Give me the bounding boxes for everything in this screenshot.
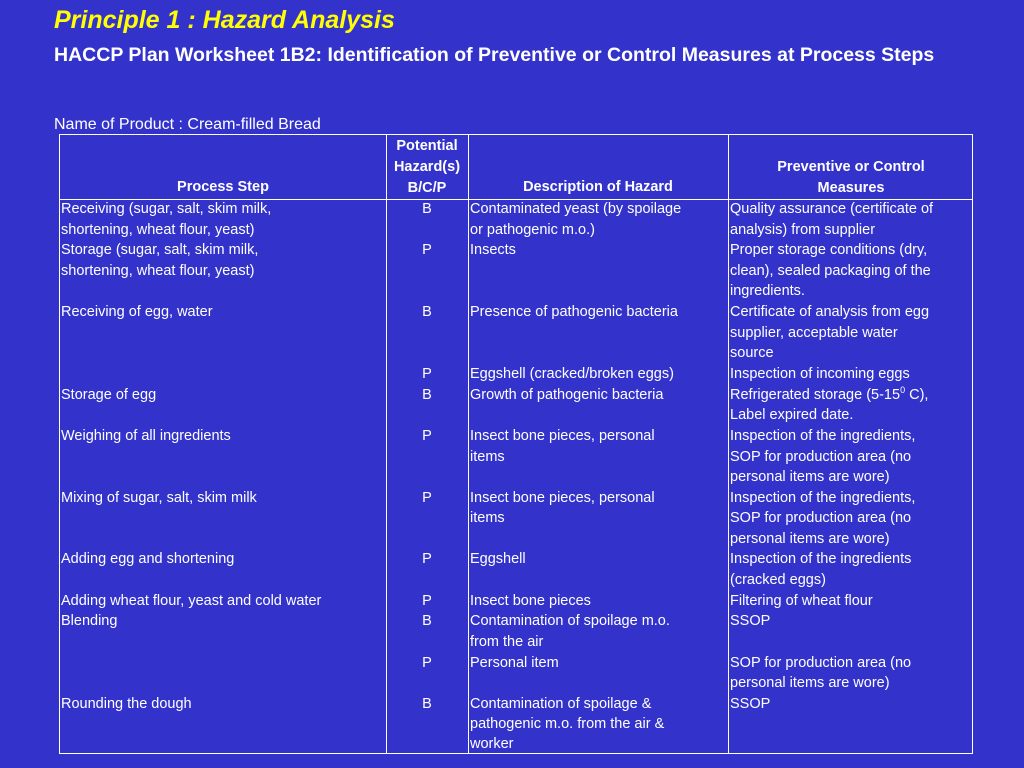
control-measure-text: Refrigerated storage (5-15: [730, 387, 901, 403]
control-measure: supplier, acceptable water: [730, 325, 898, 341]
column-divider: [468, 135, 469, 753]
process-step: Receiving of egg, water: [61, 304, 213, 320]
hazard-type: P: [422, 655, 432, 671]
process-step: Blending: [61, 613, 118, 629]
hazard-description: Insect bone pieces: [470, 593, 591, 609]
hazard-description: Insect bone pieces, personal: [470, 490, 655, 506]
header-hazard: [386, 136, 468, 199]
slide-title: Principle 1 : Hazard Analysis: [54, 6, 395, 34]
hazard-description: Presence of pathogenic bacteria: [470, 304, 678, 320]
slide-subtitle: HACCP Plan Worksheet 1B2: Identification of Preventive or Control Measures at Process Steps: [54, 44, 935, 66]
process-step: Mixing of sugar, salt, skim milk: [61, 490, 257, 506]
process-step: Storage of egg: [61, 387, 157, 403]
control-measure: ingredients.: [730, 283, 805, 299]
hazard-description: Contamination of spoilage &: [470, 696, 652, 712]
control-measure: Proper storage conditions (dry,: [730, 242, 928, 258]
hazard-description: Personal item: [470, 655, 559, 671]
product-name: Name of Product : Cream-filled Bread: [54, 116, 321, 133]
hazard-type: P: [422, 490, 432, 506]
control-measure-text: C),: [905, 387, 929, 403]
control-measure: personal items are wore): [730, 531, 890, 547]
header-measures-line: Preventive or Control: [777, 159, 925, 175]
control-measure: SOP for production area (no: [730, 449, 912, 465]
control-measure: clean), sealed packaging of the: [730, 263, 931, 279]
hazard-description: items: [470, 449, 505, 465]
control-measure: Quality assurance (certificate of: [730, 201, 934, 217]
control-measure: Label expired date.: [730, 407, 854, 423]
hazard-description: Growth of pathogenic bacteria: [470, 387, 664, 403]
hazard-description: or pathogenic m.o.): [470, 222, 595, 238]
hazard-type: P: [422, 242, 432, 258]
control-measure: source: [730, 345, 774, 361]
hazard-description: Contaminated yeast (by spoilage: [470, 201, 682, 217]
header-hazard-line: Potential: [396, 138, 458, 154]
hazard-type: P: [422, 428, 432, 444]
hazard-type: B: [422, 201, 432, 217]
hazard-description: pathogenic m.o. from the air &: [470, 716, 665, 732]
hazard-type: P: [422, 366, 432, 382]
control-measure: personal items are wore): [730, 469, 890, 485]
process-step: Adding wheat flour, yeast and cold water: [61, 593, 322, 609]
control-measure: Inspection of the ingredients: [730, 551, 912, 567]
hazard-description: items: [470, 510, 505, 526]
hazard-description: Eggshell: [470, 551, 526, 567]
process-step: shortening, wheat flour, yeast): [61, 222, 255, 238]
hazard-description: Eggshell (cracked/broken eggs): [470, 366, 674, 382]
process-step: shortening, wheat flour, yeast): [61, 263, 255, 279]
column-divider: [728, 135, 729, 753]
process-step: Rounding the dough: [61, 696, 192, 712]
control-measure: [730, 385, 928, 406]
process-step: Storage (sugar, salt, skim milk,: [61, 242, 259, 258]
control-measure: Inspection of incoming eggs: [730, 366, 910, 382]
header-hazard-line: B/C/P: [407, 180, 447, 196]
control-measure: SSOP: [730, 613, 771, 629]
header-measures-line: Measures: [817, 180, 885, 196]
control-measure: Certificate of analysis from egg: [730, 304, 930, 320]
hazard-description: from the air: [470, 634, 544, 650]
hazard-type: B: [422, 304, 432, 320]
control-measure: (cracked eggs): [730, 572, 826, 588]
control-measure: SOP for production area (no: [730, 655, 912, 671]
control-measure: Inspection of the ingredients,: [730, 428, 916, 444]
header-description: Description of Hazard: [523, 179, 673, 195]
process-step: Weighing of all ingredients: [61, 428, 231, 444]
control-measure: SSOP: [730, 696, 771, 712]
hazard-type: B: [422, 696, 432, 712]
hazard-type: P: [422, 593, 432, 609]
control-measure: personal items are wore): [730, 675, 890, 691]
hazard-description: Insects: [470, 242, 516, 258]
hazard-description: worker: [470, 736, 514, 752]
process-step: Adding egg and shortening: [61, 551, 235, 567]
control-measure: analysis) from supplier: [730, 222, 876, 238]
control-measure: Inspection of the ingredients,: [730, 490, 916, 506]
degree-superscript: 0: [900, 385, 906, 396]
hazard-type: B: [422, 387, 432, 403]
control-measure: Filtering of wheat flour: [730, 593, 873, 609]
process-step: Receiving (sugar, salt, skim milk,: [61, 201, 272, 217]
haccp-table: [59, 134, 973, 754]
header-hazard-line: Hazard(s): [393, 159, 461, 175]
hazard-type: P: [422, 551, 432, 567]
header-process-step: Process Step: [177, 179, 269, 195]
header-measures: [728, 157, 974, 199]
hazard-description: Contamination of spoilage m.o.: [470, 613, 670, 629]
hazard-description: Insect bone pieces, personal: [470, 428, 655, 444]
control-measure: SOP for production area (no: [730, 510, 912, 526]
hazard-type: B: [422, 613, 432, 629]
